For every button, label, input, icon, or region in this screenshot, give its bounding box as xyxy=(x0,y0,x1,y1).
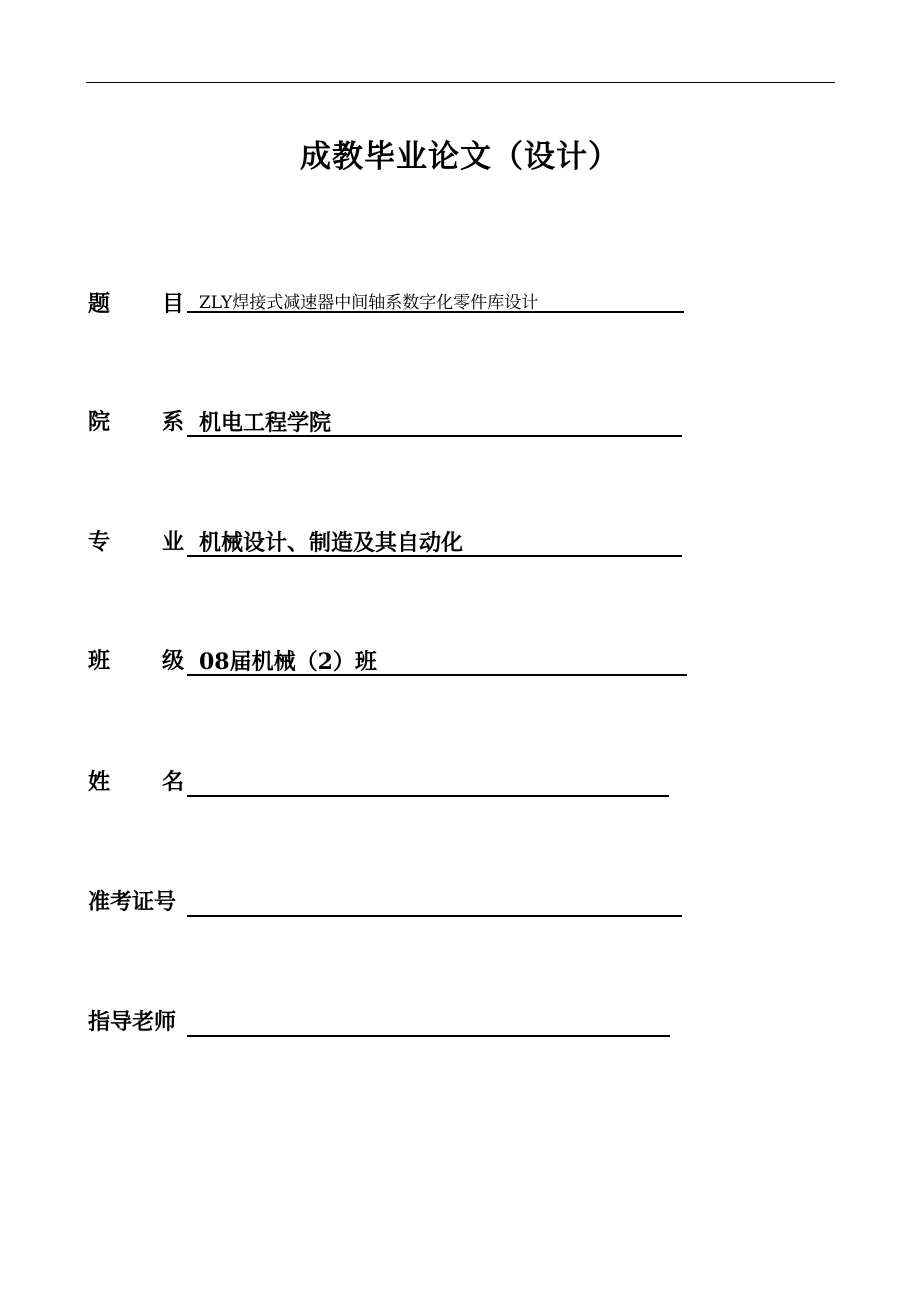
field-value-major: 机械设计、制造及其自动化 xyxy=(187,526,682,557)
field-label-advisor xyxy=(88,1006,188,1040)
field-label-exam-id xyxy=(88,886,188,920)
field-label-class-char2: 级 xyxy=(162,649,185,674)
field-value-topic: ZLY焊接式减速器中间轴系数字化零件库设计 xyxy=(187,288,684,313)
field-value-class: 08届机械（2）班 xyxy=(187,645,687,676)
field-label-name xyxy=(88,766,188,800)
field-value-exam-id xyxy=(187,886,682,917)
field-label-topic-char1: 题 xyxy=(88,292,111,317)
field-label-exam-id-text: 准考证号 xyxy=(88,890,177,915)
field-label-department xyxy=(88,406,188,440)
field-label-department-char2: 系 xyxy=(162,410,185,435)
field-value-department: 机电工程学院 xyxy=(187,406,682,437)
field-label-name-char1: 姓 xyxy=(88,770,111,795)
field-label-topic-char2: 目 xyxy=(162,292,185,317)
field-label-name-char2: 名 xyxy=(162,770,185,795)
field-label-class-char1: 班 xyxy=(88,649,111,674)
field-label-major-char1: 专 xyxy=(88,530,111,555)
document-title: 成教毕业论文（设计） xyxy=(300,139,620,175)
field-label-advisor-text: 指导老师 xyxy=(88,1010,177,1035)
field-label-department-char1: 院 xyxy=(88,410,111,435)
field-label-class xyxy=(88,645,188,679)
header-rule xyxy=(86,82,835,83)
field-value-advisor xyxy=(187,1006,670,1037)
field-value-name xyxy=(187,766,669,797)
field-label-major-char2: 业 xyxy=(162,530,185,555)
field-label-major xyxy=(88,526,188,560)
field-label-topic xyxy=(88,288,188,322)
